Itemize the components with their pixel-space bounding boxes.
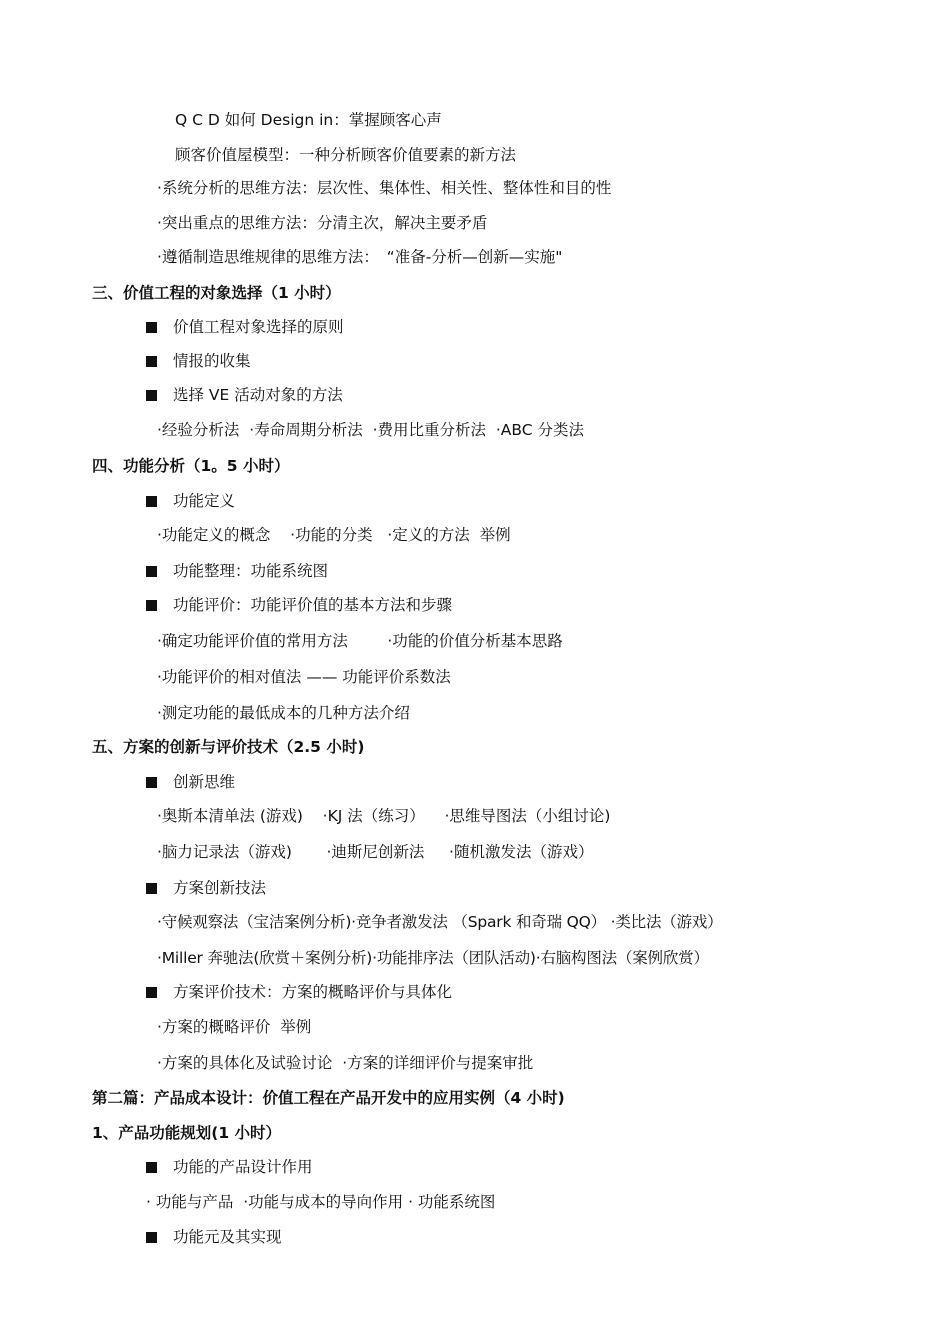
text-line: ·Miller 奔驰法(欣赏＋案例分析)·功能排序法（团队活动)·右脑构图法（案例欣赏） [157, 949, 709, 967]
square-bullet-icon [146, 322, 157, 333]
bullet-item: 方案创新技法 [173, 879, 267, 897]
text-line: ·系统分析的思维方法：层次性、集体性、相关性、整体性和目的性 [157, 179, 612, 197]
bullet-item: 功能评价：功能评价值的基本方法和步骤 [173, 596, 453, 614]
text-line: ·奥斯本清单法 (游戏) ·KJ 法（练习） ·思维导图法（小组讨论) [157, 807, 611, 825]
square-bullet-icon [146, 600, 157, 611]
text-line: Q C D 如何 Design in：掌握顾客心声 [175, 111, 442, 129]
bullet-item: 功能定义 [173, 492, 236, 510]
section-heading: 第二篇：产品成本设计：价值工程在产品开发中的应用实例（4 小时) [92, 1089, 565, 1107]
bullet-item: 功能元及其实现 [173, 1228, 282, 1246]
text-line: ·确定功能评价值的常用方法 ·功能的价值分析基本思路 [157, 632, 563, 650]
square-bullet-icon [146, 496, 157, 507]
text-line: ·功能评价的相对值法 —— 功能评价系数法 [157, 668, 451, 686]
section-heading: 三、价值工程的对象选择（1 小时） [92, 284, 341, 302]
square-bullet-icon [146, 390, 157, 401]
square-bullet-icon [146, 987, 157, 998]
text-line: ·经验分析法 ·寿命周期分析法 ·费用比重分析法 ·ABC 分类法 [157, 421, 584, 439]
square-bullet-icon [146, 1162, 157, 1173]
text-line: ·测定功能的最低成本的几种方法介绍 [157, 704, 410, 722]
square-bullet-icon [146, 1232, 157, 1243]
bullet-item: 功能的产品设计作用 [173, 1158, 313, 1176]
bullet-item: 方案评价技术：方案的概略评价与具体化 [173, 983, 453, 1001]
bullet-item: 选择 VE 活动对象的方法 [173, 386, 343, 404]
bullet-item: 情报的收集 [173, 352, 251, 370]
text-line: · 功能与产品 ·功能与成本的导向作用 · 功能系统图 [146, 1193, 496, 1211]
text-line: ·方案的具体化及试验讨论 ·方案的详细评价与提案审批 [157, 1054, 534, 1072]
text-line: ·守候观察法（宝洁案例分析)·竞争者激发法 （Spark 和奇瑞 QQ） ·类比法（游戏） [157, 913, 723, 931]
section-heading: 五、方案的创新与评价技术（2.5 小时) [92, 738, 365, 756]
square-bullet-icon [146, 777, 157, 788]
text-line: ·功能定义的概念 ·功能的分类 ·定义的方法 举例 [157, 526, 511, 544]
square-bullet-icon [146, 566, 157, 577]
text-line: ·方案的概略评价 举例 [157, 1018, 312, 1036]
text-line: 顾客价值屋模型：一种分析顾客价值要素的新方法 [175, 146, 517, 164]
text-line: ·遵循制造思维规律的思维方法： “准备-分析—创新—实施" [157, 248, 563, 266]
section-heading: 四、功能分析（1。5 小时） [92, 457, 290, 475]
bullet-item: 价值工程对象选择的原则 [173, 318, 344, 336]
square-bullet-icon [146, 883, 157, 894]
section-heading: 1、产品功能规划(1 小时） [92, 1124, 282, 1142]
square-bullet-icon [146, 356, 157, 367]
bullet-item: 功能整理：功能系统图 [173, 562, 329, 580]
bullet-item: 创新思维 [173, 773, 236, 791]
text-line: ·脑力记录法（游戏) ·迪斯尼创新法 ·随机激发法（游戏） [157, 843, 594, 861]
text-line: ·突出重点的思维方法：分清主次，解决主要矛盾 [157, 214, 488, 232]
